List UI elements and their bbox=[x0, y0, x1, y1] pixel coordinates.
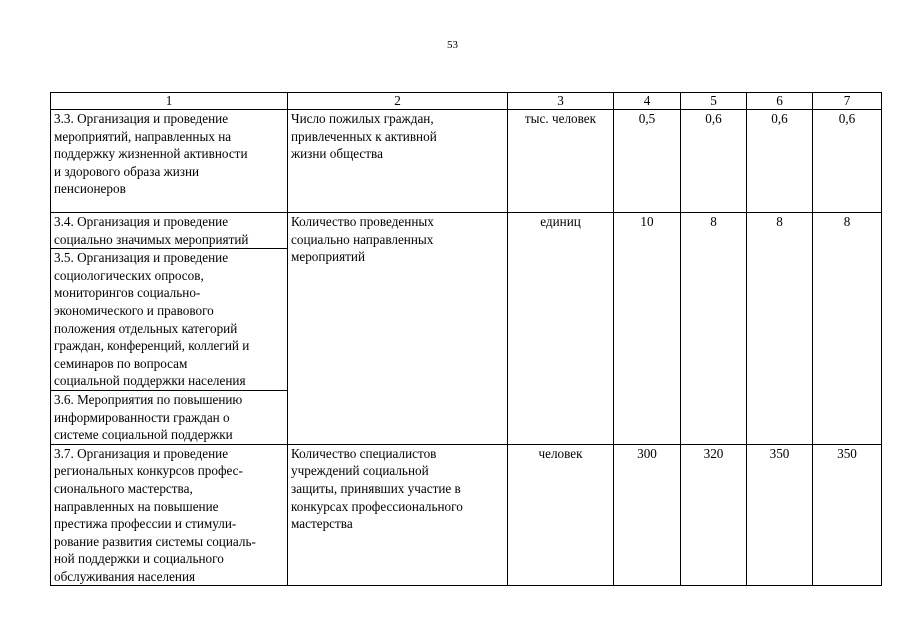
indicator-cell bbox=[288, 213, 508, 445]
column-header-1: 1 bbox=[51, 93, 288, 110]
value-cell-6: 350 bbox=[747, 444, 813, 586]
indicator-text: Количество проведенных социально направленных мероприятий bbox=[291, 214, 434, 265]
activity-cell bbox=[51, 110, 288, 213]
activity-text: 3.7. Организация и проведение региональных конкурсов профес- сионального мастерства, направленных на повышение престижа профессии и стимули- рование развития системы социаль- ной поддержки и социального обслуживания населения bbox=[54, 445, 256, 584]
value-cell-6: 8 bbox=[747, 213, 813, 445]
value-cell-5: 0,6 bbox=[681, 110, 747, 213]
page-number: 53 bbox=[447, 39, 458, 51]
value-cell-4: 300 bbox=[614, 444, 681, 586]
column-header-7: 7 bbox=[813, 93, 882, 110]
activity-text: 3.6. Мероприятия по повышению информированности граждан о системе социальной поддержки bbox=[54, 391, 243, 443]
activity-cell bbox=[51, 213, 288, 249]
indicator-text: Количество специалистов учреждений социальной защиты, принявших участие в конкурсах профессионального мастерства bbox=[291, 445, 463, 532]
unit-cell: единиц bbox=[508, 213, 614, 445]
column-header-4: 4 bbox=[614, 93, 681, 110]
unit-cell: человек bbox=[508, 444, 614, 586]
table-row bbox=[51, 444, 882, 586]
activity-cell bbox=[51, 249, 288, 391]
value-cell-4: 10 bbox=[614, 213, 681, 445]
table-row bbox=[51, 110, 882, 213]
column-header-6: 6 bbox=[747, 93, 813, 110]
indicators-table bbox=[50, 92, 882, 586]
indicator-cell bbox=[288, 110, 508, 213]
column-header-3: 3 bbox=[508, 93, 614, 110]
value-cell-5: 8 bbox=[681, 213, 747, 445]
column-header-2: 2 bbox=[288, 93, 508, 110]
table-header-row bbox=[51, 93, 882, 110]
value-cell-6: 0,6 bbox=[747, 110, 813, 213]
value-cell-5: 320 bbox=[681, 444, 747, 586]
unit-cell: тыс. человек bbox=[508, 110, 614, 213]
column-header-5: 5 bbox=[681, 93, 747, 110]
indicator-text: Число пожилых граждан, привлеченных к активной жизни общества bbox=[291, 111, 437, 162]
value-cell-4: 0,5 bbox=[614, 110, 681, 213]
value-cell-7: 350 bbox=[813, 444, 882, 586]
value-cell-7: 8 bbox=[813, 213, 882, 445]
activity-cell bbox=[51, 444, 288, 586]
value-cell-7: 0,6 bbox=[813, 110, 882, 213]
activity-text: 3.3. Организация и проведение мероприятий, направленных на поддержку жизненной активности и здорового образа жизни пенсионеров bbox=[54, 111, 248, 197]
activity-cell bbox=[51, 390, 288, 444]
activity-text: 3.5. Организация и проведение социологических опросов, мониторингов социально- экономического и правового положения отдельных категорий граждан, конференций, коллегий и семинаров по вопросам социальной поддержки населения bbox=[54, 250, 250, 389]
indicator-cell bbox=[288, 444, 508, 586]
activity-text: 3.4. Организация и проведение социально значимых мероприятий bbox=[54, 214, 249, 247]
table-row bbox=[51, 213, 882, 249]
